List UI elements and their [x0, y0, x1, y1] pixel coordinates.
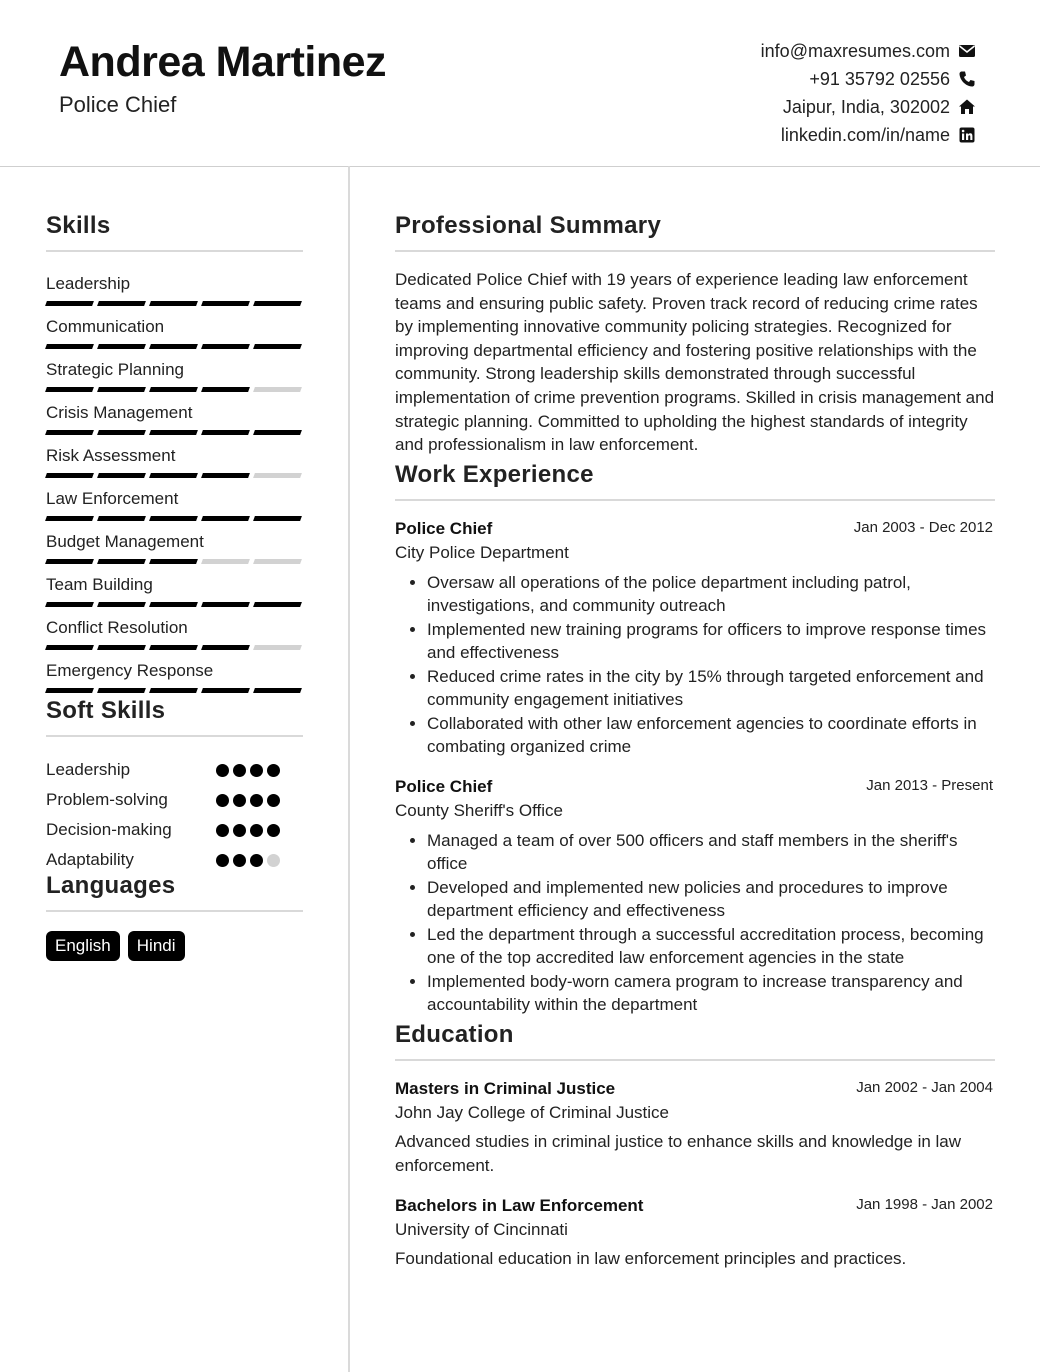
skill-level-segment-filled — [45, 387, 94, 392]
job-bullet: • Collaborated with other law enforcement agencies to coordinate efforts in combating organized crime — [427, 712, 995, 759]
job-bullets — [395, 571, 995, 759]
education-description: Advanced studies in criminal justice to enhance skills and knowledge in law enforcement. — [395, 1131, 962, 1175]
experience-list — [395, 517, 995, 1017]
education-list — [395, 1077, 995, 1271]
soft-skill-rating — [216, 854, 280, 867]
skill-name: Leadership — [46, 274, 131, 293]
skill-name: Conflict Resolution — [46, 618, 188, 637]
job-entry — [395, 775, 995, 1017]
skill-level-segment-filled — [201, 430, 250, 435]
home-icon — [958, 98, 976, 116]
rating-dot-filled — [267, 824, 280, 837]
skill-item — [46, 606, 303, 649]
language-badge: Hindi — [128, 931, 185, 961]
skill-level-bar — [46, 344, 303, 349]
rating-dot-filled — [233, 764, 246, 777]
skill-level-segment-filled — [253, 688, 302, 693]
skill-level-segment-filled — [45, 688, 94, 693]
contact-block — [761, 37, 976, 149]
left-column — [46, 210, 303, 961]
summary-title: Professional Summary — [395, 210, 995, 252]
skill-level-segment-filled — [201, 602, 250, 607]
skill-level-segment-filled — [149, 344, 198, 349]
education-degree: Masters in Criminal Justice — [395, 1078, 616, 1098]
skill-level-segment-filled — [45, 473, 94, 478]
skill-level-bar — [46, 602, 303, 607]
skill-level-segment-empty — [253, 645, 302, 650]
job-date: Jan 2003 - Dec 2012 — [853, 518, 993, 536]
skill-level-segment-filled — [149, 387, 198, 392]
skill-item — [46, 477, 303, 520]
skill-level-segment-filled — [253, 344, 302, 349]
rating-dot-filled — [233, 854, 246, 867]
job-bullet: • Oversaw all operations of the police department including patrol, investigations, and community outreach — [427, 571, 995, 618]
envelope-icon — [958, 42, 976, 60]
job-bullet: • Managed a team of over 500 officers and staff members in the sheriff's office — [427, 829, 995, 876]
skill-level-segment-filled — [149, 430, 198, 435]
skill-item — [46, 305, 303, 348]
job-bullets — [395, 829, 995, 1017]
rating-dot-filled — [250, 764, 263, 777]
job-date: Jan 2013 - Present — [866, 776, 993, 794]
job-title: Police Chief — [395, 518, 493, 538]
skill-level-segment-filled — [149, 602, 198, 607]
skill-level-segment-filled — [45, 344, 94, 349]
contact-email-text: info@maxresumes.com — [760, 41, 950, 61]
rating-dot-filled — [250, 824, 263, 837]
skill-level-segment-filled — [201, 516, 250, 521]
skill-level-bar — [46, 473, 303, 478]
skill-level-bar — [46, 301, 303, 306]
job-title: Police Chief — [395, 776, 493, 796]
resume-header — [0, 0, 1040, 167]
soft-skill-name: Adaptability — [46, 850, 134, 869]
skill-level-segment-filled — [45, 559, 94, 564]
rating-dot-filled — [250, 794, 263, 807]
soft-skill-name: Decision-making — [46, 820, 172, 839]
contact-location — [761, 93, 976, 121]
rating-dot-filled — [233, 794, 246, 807]
education-entry — [395, 1194, 995, 1271]
summary-text: Dedicated Police Chief with 19 years of experience leading law enforcement teams and ensuring public safety. Proven track record of reducing crime rates by implementing innovative community policing strategies. Recognized for improving departmental efficiency and fostering positive relationships with the community. Strong leadership skills demonstrated through successful implementation of crime prevention programs. Skilled in crisis management and strategic planning. Committed to upholding the highest standards of integrity and professionalism in law enforcement. — [395, 270, 995, 455]
skill-name: Team Building — [46, 575, 153, 594]
skill-level-segment-filled — [97, 301, 146, 306]
skill-level-bar — [46, 516, 303, 521]
education-school: University of Cincinnati — [395, 1219, 568, 1239]
skill-level-bar — [46, 387, 303, 392]
job-organization: County Sheriff's Office — [395, 800, 563, 820]
skill-level-segment-filled — [253, 430, 302, 435]
rating-dot-filled — [267, 764, 280, 777]
skill-level-segment-empty — [253, 559, 302, 564]
education-description: Foundational education in law enforcement principles and practices. — [395, 1248, 907, 1268]
candidate-name: Andrea Martinez — [59, 38, 387, 86]
skill-level-segment-filled — [253, 301, 302, 306]
skill-level-segment-filled — [201, 387, 250, 392]
soft-skill-item — [46, 785, 303, 815]
skill-level-segment-filled — [149, 688, 198, 693]
job-organization: City Police Department — [395, 542, 569, 562]
skill-level-segment-filled — [149, 473, 198, 478]
job-bullet: • Developed and implemented new policies and procedures to improve department efficiency and effectiveness — [427, 876, 995, 923]
candidate-role: Police Chief — [59, 92, 177, 117]
skill-level-segment-empty — [253, 387, 302, 392]
skill-level-segment-filled — [201, 645, 250, 650]
skill-level-segment-filled — [97, 516, 146, 521]
column-divider — [348, 166, 350, 1372]
skill-name: Law Enforcement — [46, 489, 179, 508]
skill-level-segment-filled — [45, 430, 94, 435]
skill-level-segment-filled — [45, 516, 94, 521]
linkedin-icon — [958, 126, 976, 144]
education-date: Jan 1998 - Jan 2002 — [856, 1195, 993, 1213]
skill-item — [46, 520, 303, 563]
rating-dot-filled — [267, 794, 280, 807]
skill-level-segment-filled — [97, 645, 146, 650]
skill-name: Communication — [46, 317, 165, 336]
skill-level-bar — [46, 559, 303, 564]
skill-level-segment-filled — [149, 559, 198, 564]
rating-dot-filled — [216, 824, 229, 837]
phone-icon — [958, 70, 976, 88]
skill-level-segment-filled — [97, 344, 146, 349]
skill-level-segment-empty — [201, 559, 250, 564]
soft-skill-item — [46, 755, 303, 785]
skill-item — [46, 391, 303, 434]
education-date: Jan 2002 - Jan 2004 — [856, 1078, 993, 1096]
right-column — [395, 210, 995, 1271]
skill-level-segment-filled — [97, 387, 146, 392]
skill-level-segment-filled — [97, 473, 146, 478]
rating-dot-empty — [267, 854, 280, 867]
skill-level-segment-filled — [149, 301, 198, 306]
skill-level-segment-filled — [201, 473, 250, 478]
skill-level-bar — [46, 430, 303, 435]
skills-list — [46, 262, 303, 692]
contact-email[interactable] — [761, 37, 976, 65]
rating-dot-filled — [233, 824, 246, 837]
skill-level-segment-filled — [201, 301, 250, 306]
skill-level-segment-empty — [253, 473, 302, 478]
contact-linkedin-text: linkedin.com/in/name — [780, 125, 950, 145]
soft-skills-title: Soft Skills — [46, 695, 303, 737]
experience-title: Work Experience — [395, 459, 995, 501]
skill-level-segment-filled — [149, 645, 198, 650]
soft-skill-rating — [216, 824, 280, 837]
contact-linkedin[interactable] — [761, 121, 976, 149]
skill-item — [46, 649, 303, 692]
skill-level-segment-filled — [201, 344, 250, 349]
rating-dot-filled — [250, 854, 263, 867]
language-badge: English — [46, 931, 120, 961]
skill-level-segment-filled — [97, 602, 146, 607]
job-bullet: • Led the department through a successful accreditation process, becoming one of the top accredited law enforcement agencies in the state — [427, 923, 995, 970]
education-title: Education — [395, 1019, 995, 1061]
contact-phone-text: +91 35792 02556 — [809, 69, 950, 89]
skill-item — [46, 262, 303, 305]
skill-name: Crisis Management — [46, 403, 193, 422]
skill-name: Emergency Response — [46, 661, 214, 680]
skill-name: Risk Assessment — [46, 446, 176, 465]
soft-skill-rating — [216, 794, 280, 807]
education-entry — [395, 1077, 995, 1178]
skill-level-segment-filled — [45, 645, 94, 650]
soft-skills-list — [46, 755, 303, 875]
skill-level-segment-filled — [97, 430, 146, 435]
soft-skill-rating — [216, 764, 280, 777]
skill-level-segment-filled — [45, 301, 94, 306]
job-entry — [395, 517, 995, 759]
skill-name: Budget Management — [46, 532, 204, 551]
contact-location-text: Jaipur, India, 302002 — [782, 97, 950, 117]
languages-title: Languages — [46, 870, 303, 912]
job-bullet: • Reduced crime rates in the city by 15% through targeted enforcement and community engagement initiatives — [427, 665, 995, 712]
contact-phone[interactable] — [761, 65, 976, 93]
skill-item — [46, 563, 303, 606]
soft-skill-name: Problem-solving — [46, 790, 168, 809]
skill-level-bar — [46, 688, 303, 693]
skill-level-segment-filled — [45, 602, 94, 607]
skill-level-segment-filled — [201, 688, 250, 693]
rating-dot-filled — [216, 854, 229, 867]
soft-skill-item — [46, 815, 303, 845]
skill-level-segment-filled — [253, 516, 302, 521]
job-bullet: • Implemented new training programs for officers to improve response times and effectiveness — [427, 618, 995, 665]
skill-level-segment-filled — [149, 516, 198, 521]
education-school: John Jay College of Criminal Justice — [395, 1102, 670, 1122]
education-degree: Bachelors in Law Enforcement — [395, 1195, 644, 1215]
skill-item — [46, 348, 303, 391]
skill-level-segment-filled — [253, 602, 302, 607]
job-bullet: • Implemented body-worn camera program to increase transparency and accountability within the department — [427, 970, 995, 1017]
skills-title: Skills — [46, 210, 303, 252]
rating-dot-filled — [216, 794, 229, 807]
skill-item — [46, 434, 303, 477]
skill-level-bar — [46, 645, 303, 650]
soft-skill-name: Leadership — [46, 760, 131, 779]
skill-level-segment-filled — [97, 559, 146, 564]
skill-level-segment-filled — [97, 688, 146, 693]
languages-list — [46, 931, 303, 961]
rating-dot-filled — [216, 764, 229, 777]
skill-name: Strategic Planning — [46, 360, 184, 379]
